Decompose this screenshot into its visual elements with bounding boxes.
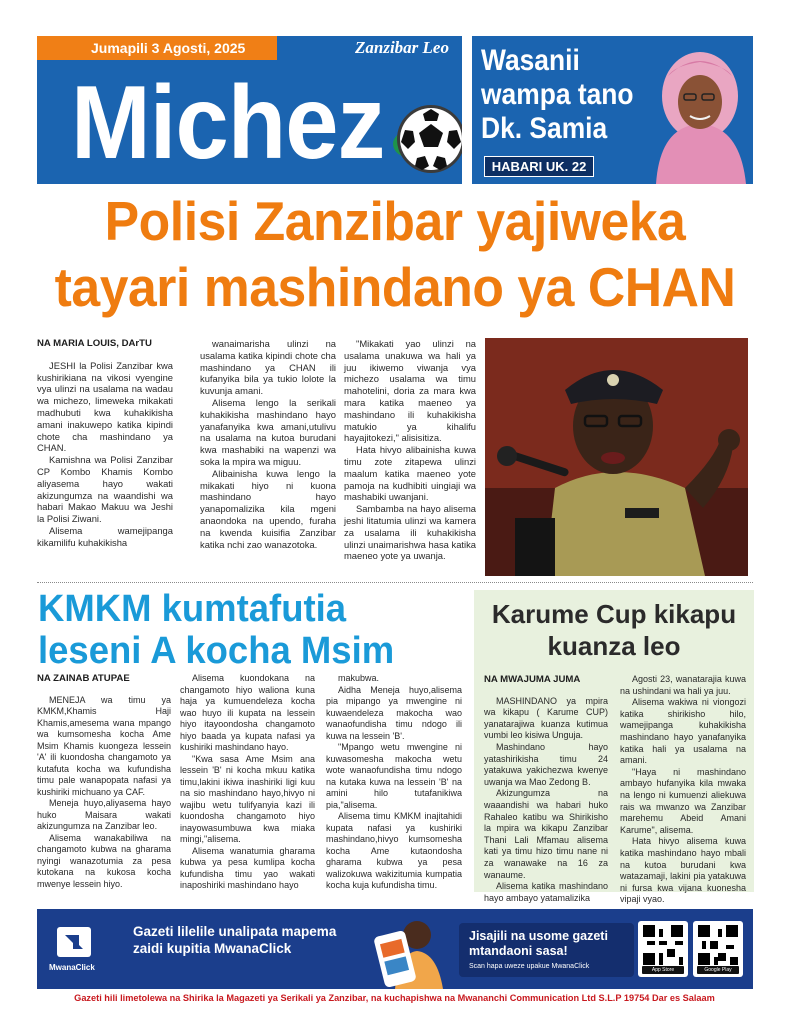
karume-cup-box — [474, 590, 754, 905]
publisher-footer: Gazeti hili limetolewa na Shirika la Magazeti ya Serikali ya Zanzibar, na kuchapishwa na Mwananchi Communication Ltd S.L.P 19754 Dar es Salaam — [74, 993, 715, 1003]
qr-code-icon — [643, 925, 683, 965]
karume-byline: NA MWAJUMA JUMA — [484, 674, 581, 685]
issue-date: Jumapili 3 Agosti, 2025 — [91, 40, 246, 56]
karume-headline[interactable]: Karume Cup kikapu kuanza leo — [491, 599, 737, 661]
kmkm-paragraph: MENEJA wa timu ya KMKM,Khamis Haji Khamis,amesema wana mpango wa kumsomesha kocha Ame Msim Khamis kuongeza lessein 'A' ili kuondosha changamoto ya kutafuta kocha wa kufundisha timu pale wanapopata nafasi ya kushiriki michuano ya CAF. — [37, 694, 171, 797]
lead-paragraph: Kamishna wa Polisi Zanzibar CP Kombo Khamis Kombo aliyasema hayo wakati akizungumza na waandishi wa habari Makao Makuu wa Jeshi la Polisi Ziwani. — [37, 454, 173, 525]
lead-column-2 — [200, 338, 336, 550]
kmkm-headline[interactable]: KMKM kumtafutia leseni A kocha Msim — [38, 588, 395, 672]
karume-paragraph: Hata hivyo alisema kuwa katika mashindano hayo mbali na kutoa burudani kwa watazamaji, lakini pia yatakuwa ni fursa kwa vijana kuonesha vipaji vyao. — [620, 836, 746, 905]
kmkm-column-1 — [37, 673, 171, 890]
lead-paragraph: Sambamba na hayo alisema jeshi litatumia ulinzi wa kamera za usalama ili kuhakikisha ulinzi unaimarishwa hasa katika maeneo yote ya uwanja. — [344, 503, 476, 562]
kmkm-column-2 — [180, 673, 315, 892]
google-play-qr-code[interactable] — [693, 921, 743, 977]
karume-column-2 — [620, 674, 746, 906]
karume-paragraph: MASHINDANO ya mpira wa kikapu ( Karume CUP) yanatarajiwa kuanza kutimua vumbi leo kisiwa Unguja. — [484, 695, 608, 741]
kmkm-paragraph: makubwa. — [338, 673, 380, 683]
kmkm-paragraph: Meneja huyo,aliyasema hayo huko Maisara wakati akizungumza na Zanzibar leo. — [37, 798, 171, 831]
kmkm-paragraph: Aidha Meneja huyo,alisema pia mipango ya mwengine ni kuwaendeleza makocha wao wanaofundisha timu ndogo ili kuwa na lessein 'B'. — [326, 684, 462, 741]
kmkm-column-3 — [326, 673, 462, 892]
lead-paragraph: "Mikakati yao ulinzi na usalama unakuwa wa hali ya juu ikiwemo viwanja vya michezo usalama wa timu mahotelini, doria za mara kwa mara katika maeneo ya mashindano ili kuhakikisha matukio ya kihalifu hayajitokezi," alisisitiza. — [344, 338, 476, 444]
promo-headline: Wasanii wampa tano Dk. Samia — [481, 44, 634, 145]
karume-paragraph: "Haya ni mashindano ambayo hufanyika kila mwaka na lengo ni kumuenzi aliekuwa rais wa mwanzo wa Zanzibar marehemu Abeid Amani Karume", alisema. — [620, 766, 746, 835]
qr-code-icon — [698, 925, 738, 965]
banner-promo-text: Gazeti lilelile unalipata mapema zaidi kupitia MwanaClick — [133, 924, 337, 956]
app-store-qr-code[interactable] — [638, 921, 688, 977]
police-commissioner-photo — [485, 338, 748, 576]
lead-paragraph: Hata hivyo alibainisha kuwa timu zote zitapewa ulinzi maalum katika maeneo yote pamoja na kudhibiti uingiaji wa mashabiki uwanjani. — [344, 444, 476, 503]
promo-box[interactable] — [472, 36, 753, 184]
signup-title: Jisajili na usome gazeti mtandaoni sasa! — [469, 929, 608, 958]
masthead — [37, 36, 462, 184]
paper-name: Zanzibar Leo — [355, 38, 449, 57]
kmkm-paragraph: Alisema timu KMKM inajitahidi kupata nafasi ya kushiriki mashindano,hivyo kumsomesha kocha Ame kutaondosha gharama kubwa ya pesa walizokuwa wakizitumia kumpatia kocha kuja kufundisha timu. — [326, 811, 462, 890]
lead-byline: NA MARIA LOUIS, DArTU — [37, 338, 152, 349]
kmkm-paragraph: "Kwa sasa Ame Msim ana lessein 'B' ni kocha mkuu katika timu,lakini ikiwa inashiriki ligi kuu na sio mashindano hayo,hivyo ni wajibu wetu tulifyanyia kazi ili kuondosha changamoto hiyo inayowasumbuwa kwa miaka mingi,"alisema. — [180, 753, 315, 844]
lead-paragraph: JESHI la Polisi Zanzibar kwa kushirikiana na vikosi vyengine vya ulinzi na usalama na wadau wa michezo, limeweka mikakati madhubuti kwa kuhakikisha amani inakuwepo katika kipindi chote cha mashindano ya CHAN. — [37, 359, 173, 454]
portrait-photo — [640, 36, 753, 184]
signup-subtitle: Scan hapa uweze upakue MwanaClick — [469, 963, 590, 970]
mwanaclick-logo-icon — [51, 925, 97, 959]
lead-paragraph: Alisema wamejipanga kikamilifu kuhakikisha — [37, 524, 173, 548]
lead-paragraph: Alibainisha kuwa lengo la mikakati hiyo ni kuona mashindano hayo yanapomalizika kila mgeni anaondoka na upendo, furaha na kwenda kuisifia Zanzibar katika nchi zao wanazotoka. — [200, 467, 336, 550]
mwanaclick-logo-label: MwanaClick — [49, 963, 95, 972]
kmkm-paragraph: Alisema wanatumia gharama kubwa ya pesa kumlipa kocha kufundisha timu yao wakati inaposhiriki mashindano hayo — [180, 845, 315, 890]
signup-callout[interactable] — [459, 923, 634, 977]
kmkm-paragraph: Alisema wanakabiliwa na changamoto kubwa na gharama nyingi wanazotumia za pesa kutokana na kukosa kocha mwenye lessein hiyo. — [37, 832, 171, 889]
lead-column-3 — [344, 338, 476, 562]
karume-paragraph: Akizungumza na waaandishi wa habari huko Rahaleo katibu wa Shirikisho la mpira wa kikapu Zanzibar Thani Lali Mfamau alisema kati ya timu hizo timu nane ni za wanawake na 16 za wanaume. — [484, 788, 608, 880]
karume-paragraph: Alisema katika mashindano hayo ambayo yatamalizika — [484, 881, 608, 903]
phone-reader-illustration — [365, 913, 455, 989]
kmkm-byline: NA ZAINAB ATUPAE — [37, 673, 130, 684]
lead-headline[interactable]: Polisi Zanzibar yajiweka tayari mashindano ya CHAN — [54, 190, 736, 318]
football-logo-icon — [391, 100, 462, 178]
kmkm-paragraph: "Mpango wetu mwengine ni kuwasomesha makocha wetu wote wanaofundisha timu ndogo na kutaka kuwa na lessein 'B' na amini hilo tutafanikiwa pia,"alisema. — [326, 742, 462, 810]
section-title: Michez — [71, 65, 385, 181]
lead-paragraph: wanaimarisha ulinzi na usalama katika kipindi chote cha mashindano ya CHAN ili kufanyika bila ya tukio lolote la kuvunja amani. — [200, 338, 336, 397]
lead-paragraph: Alisema lengo la serikali kuhakikisha mashindano hayo yanafanyika kwa amani,utulivu na usalama na kutoa burudani kwa mashabiki na wapenzi wa soka la mpira wa miguu. — [200, 396, 336, 467]
section-divider — [37, 582, 753, 583]
google-play-badge: Google Play — [697, 966, 739, 974]
lead-column-1 — [37, 338, 173, 549]
karume-paragraph: Mashindano hayo yatashirikisha timu 24 yatakuwa yakichezwa kwenye uwanja wa Mao Zedong B. — [484, 741, 608, 787]
kmkm-paragraph: Alisema kuondokana na changamoto hiyo waliona kuna haja ya kumuendeleza kocha wao huyo ili kupata na lessein hiyo itayoondosha changamoto hiyo baada ya kupata nafasi ya kushiriki mashindano hayo. — [180, 673, 315, 752]
karume-paragraph: Agosti 23, wanatarajia kuwa na ushindani wa hali ya juu. — [620, 674, 746, 696]
promo-page-tag: HABARI UK. 22 — [484, 156, 594, 177]
karume-column-1 — [484, 674, 608, 904]
karume-paragraph: Alisema wakiwa ni viongozi katika shirikisho hilo, wamejipanga kuhakikisha mashindano hayo yanafanyika katika hali ya usalama na amani. — [620, 697, 746, 766]
mwanaclick-ad-banner[interactable] — [37, 909, 753, 989]
date-bar — [37, 36, 277, 60]
app-store-badge: App Store — [642, 966, 684, 974]
